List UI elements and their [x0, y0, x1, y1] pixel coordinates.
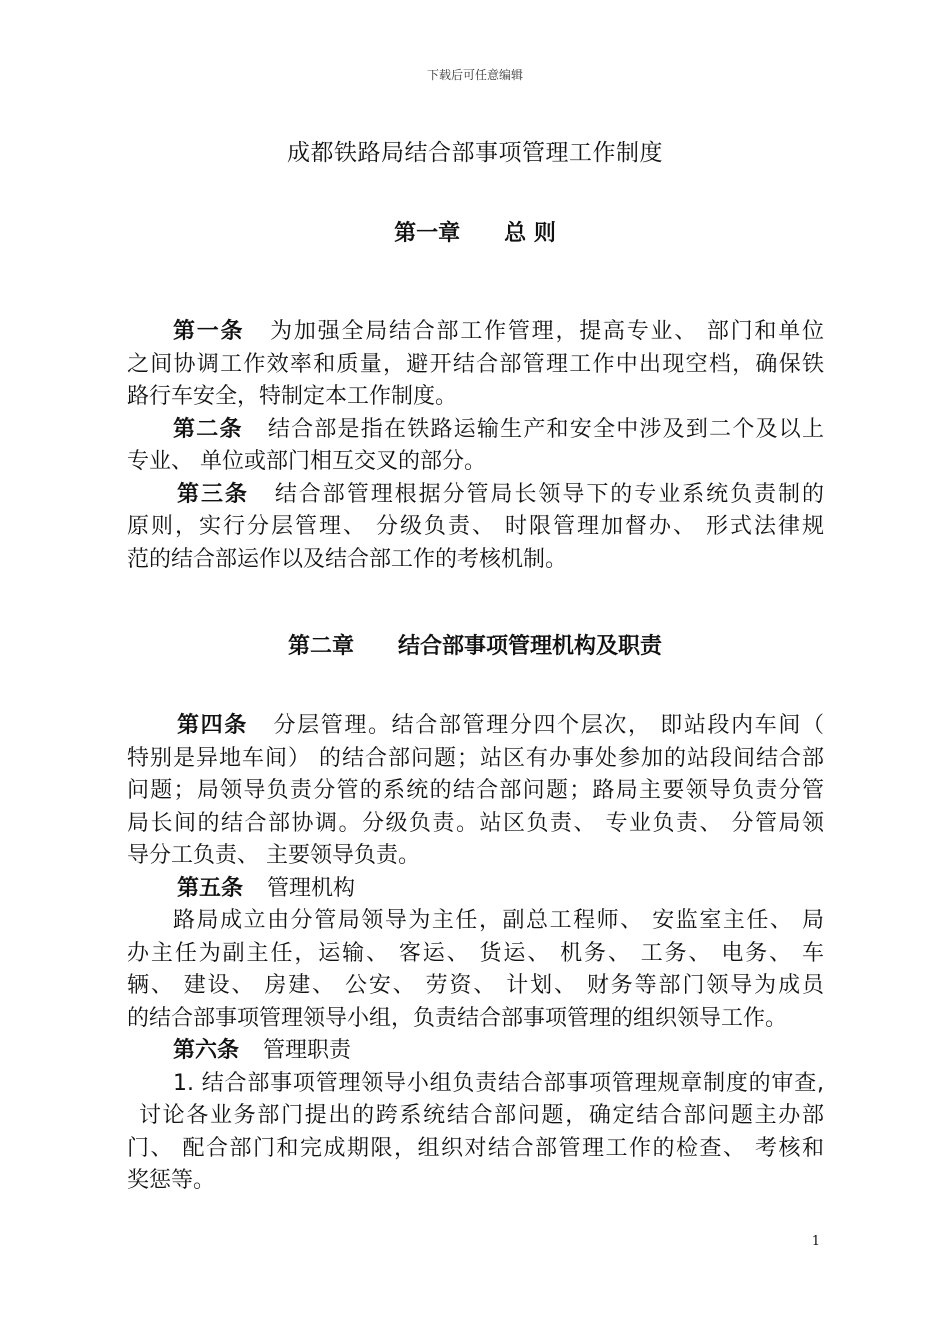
article-6-line-2: 讨论各业务部门提出的跨系统结合部问题，确定结合部问题主办部	[139, 1103, 824, 1128]
article-3-line-3: 范的结合部运作以及结合部工作的考核机制。	[127, 546, 568, 572]
article-6-line-3: 门、 配合部门和完成期限，组织对结合部管理工作的检查、 考核和	[127, 1135, 824, 1161]
chapter-2-body	[127, 710, 824, 1198]
article-3-line-2: 原则，实行分层管理、 分级负责、 时限管理加督办、 形式法律规	[127, 514, 824, 539]
chapter-1-number: 第一章	[394, 221, 461, 246]
chapter-2-heading	[0, 629, 950, 660]
article-2-line-1: 第二条 结合部是指在铁路运输生产和安全中涉及到二个及以上	[173, 416, 824, 442]
page-number: 1	[811, 1234, 820, 1249]
chapter-2-number: 第二章	[287, 634, 354, 659]
article-1-label: 第一条	[173, 319, 245, 344]
article-6-heading	[127, 1035, 824, 1068]
article-4-line-3: 问题；局领导负责分管的系统的结合部问题；路局主要领导负责分管	[127, 778, 824, 803]
article-6-line-4: 奖惩等。	[127, 1168, 216, 1193]
article-5-title: 管理机构	[267, 875, 356, 901]
article-5-line-1: 路局成立由分管局领导为主任，副总工程师、 安监室主任、 局	[173, 908, 824, 933]
article-3-label: 第三条	[177, 481, 249, 507]
chapter-1-body	[127, 316, 824, 576]
article-1-line-3: 路行车安全，特制定本工作制度。	[127, 384, 458, 409]
article-4-line-2: 特别是异地车间） 的结合部问题；站区有办事处参加的站段间结合部	[127, 745, 824, 771]
article-6-title: 管理职责	[263, 1038, 352, 1063]
chapter-1-heading	[0, 216, 950, 247]
document-title: 成都铁路局结合部事项管理工作制度	[287, 140, 663, 166]
article-5-line-4: 的结合部事项管理领导小组，负责结合部事项管理的组织领导工作。	[127, 1005, 788, 1031]
header-note: 下载后可任意编辑	[426, 68, 523, 82]
article-5-line-2: 办主任为副主任，运输、 客运、 货运、 机务、 工务、 电务、 车	[127, 940, 824, 966]
article-2-label: 第二条	[173, 416, 243, 442]
article-2-line-2: 专业、 单位或部门相互交叉的部分。	[127, 449, 486, 474]
article-6-label: 第六条	[173, 1038, 240, 1063]
article-1-line-1: 第一条 为加强全局结合部工作管理，提高专业、 部门和单位	[173, 319, 824, 344]
article-4-line-4: 局长间的结合部协调。分级负责。站区负责、 专业负责、 分管局领	[127, 810, 824, 836]
article-4-line-5: 导分工负责、 主要领导负责。	[127, 843, 420, 868]
article-4-line-1: 第四条 分层管理。结合部管理分四个层次， 即站段内车间（	[177, 713, 824, 738]
article-5-label: 第五条	[177, 875, 244, 901]
article-6-line-1: 1. 结合部事项管理领导小组负责结合部事项管理规章制度的审查,	[173, 1070, 824, 1096]
article-5-line-3: 辆、 建设、 房建、 公安、 劳资、 计划、 财务等部门领导为成员	[127, 973, 824, 998]
article-4-label: 第四条	[177, 713, 248, 738]
article-1-line-2: 之间协调工作效率和质量，避开结合部管理工作中出现空档，确保铁	[127, 351, 824, 377]
chapter-1-name: 总 则	[504, 221, 556, 246]
article-3-line-1: 第三条 结合部管理根据分管局长领导下的专业系统负责制的	[177, 481, 824, 507]
article-5-heading	[127, 873, 824, 906]
chapter-2-name: 结合部事项管理机构及职责	[398, 634, 663, 659]
